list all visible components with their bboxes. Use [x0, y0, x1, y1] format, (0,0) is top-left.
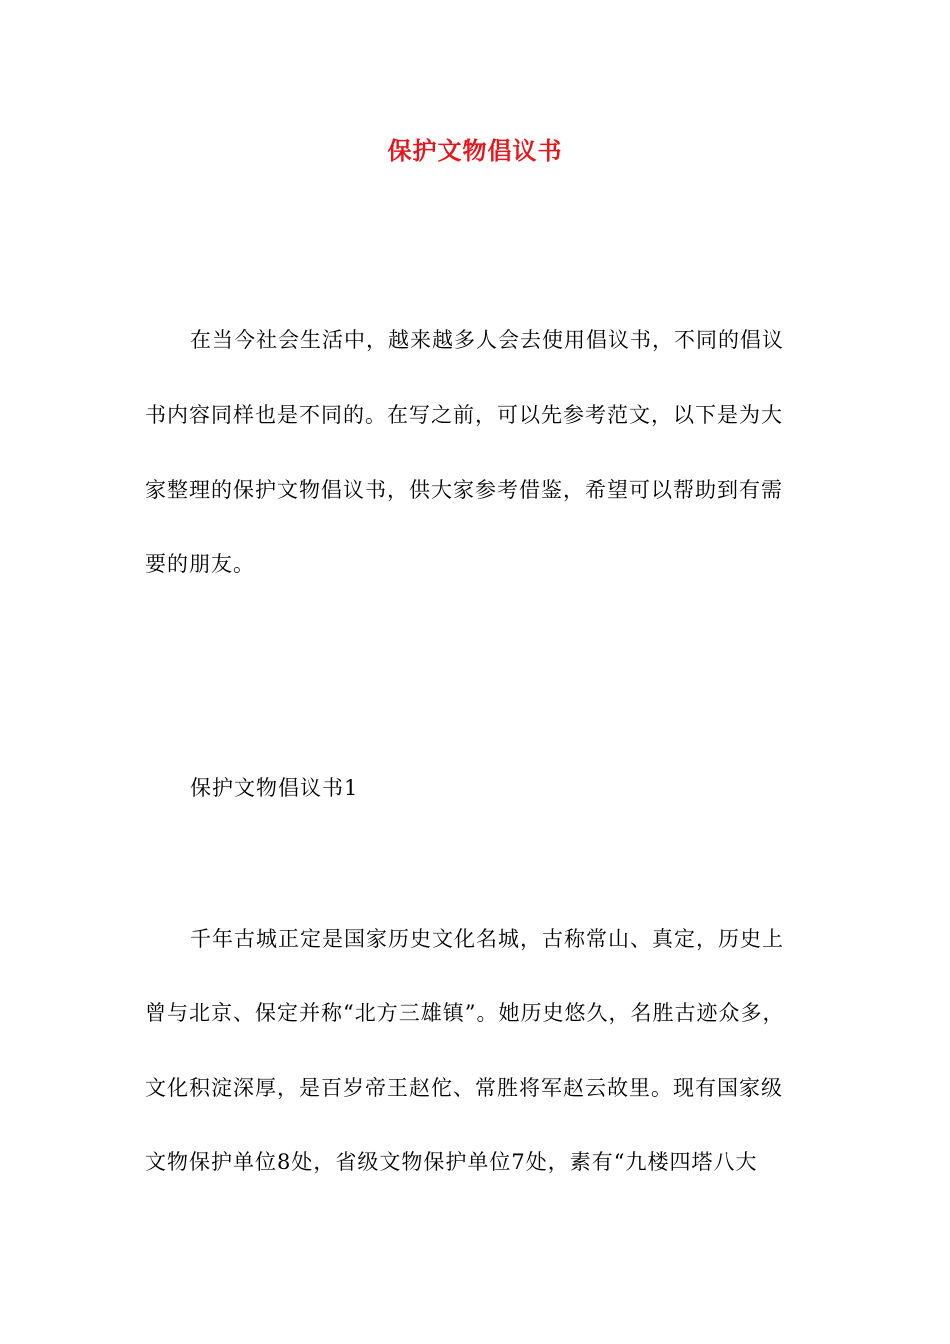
section-heading: 保护文物倡议书1 [190, 776, 359, 800]
body-line-2: 曾与北京、保定并称“北方三雄镇”。她历史悠久，名胜古迹众多， [145, 1001, 785, 1025]
intro-line-3: 家整理的保护文物倡议书，供大家参考借鉴，希望可以帮助到有需 [145, 478, 783, 502]
body-line-4: 文物保护单位8处，省级文物保护单位7处，素有“九楼四塔八大 [145, 1150, 758, 1174]
intro-line-2: 书内容同样也是不同的。在写之前，可以先参考范文，以下是为大 [145, 403, 783, 427]
intro-line-4: 要的朋友。 [145, 552, 255, 576]
intro-line-1: 在当今社会生活中，越来越多人会去使用倡议书，不同的倡议 [190, 328, 784, 352]
document-title: 保护文物倡议书 [387, 136, 563, 165]
body-line-3: 文化积淀深厚，是百岁帝王赵佗、常胜将军赵云故里。现有国家级 [145, 1076, 783, 1100]
body-line-1: 千年古城正定是国家历史文化名城，古称常山、真定，历史上 [190, 927, 784, 951]
